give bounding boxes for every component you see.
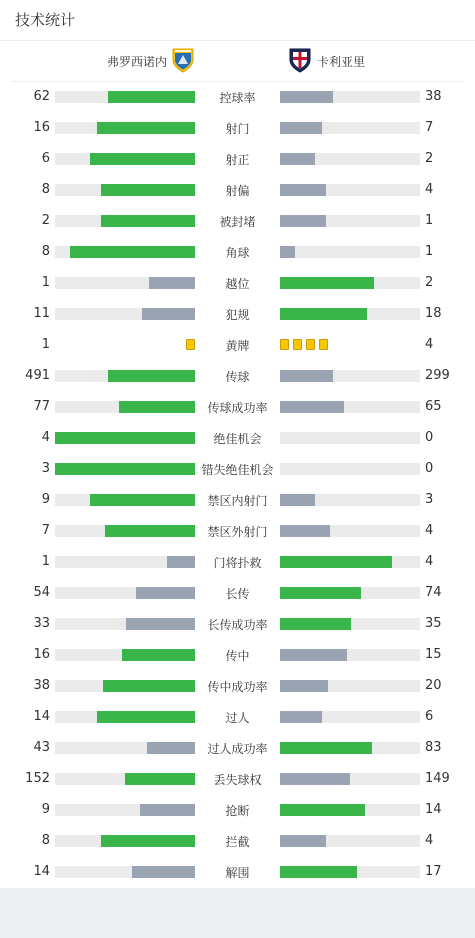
home-stat-bar-track xyxy=(55,463,195,475)
home-stat-value: 16 xyxy=(33,120,50,135)
home-stat-bar-fill xyxy=(101,215,195,227)
away-stat-bar-track xyxy=(280,277,420,289)
away-stat-value: 35 xyxy=(425,616,442,631)
stat-label: 过人 xyxy=(225,711,250,725)
away-stat-value: 0 xyxy=(425,430,434,445)
home-stat-bar-track xyxy=(55,246,195,258)
stat-label: 被封堵 xyxy=(219,215,256,229)
stat-label: 抢断 xyxy=(225,804,250,818)
yellow-card-icon xyxy=(186,339,195,350)
away-stat-bar-track xyxy=(280,153,420,165)
home-stat-bar-track xyxy=(55,277,195,289)
stat-label: 越位 xyxy=(225,277,250,291)
home-stat-bar-track xyxy=(55,215,195,227)
away-stat-bar-fill xyxy=(280,618,351,630)
home-stat-value: 4 xyxy=(41,430,50,445)
home-stat-value: 8 xyxy=(41,833,50,848)
away-stat-bar-track xyxy=(280,463,420,475)
away-stat-bar-track xyxy=(280,122,420,134)
home-team-crest-icon[interactable] xyxy=(171,47,195,73)
away-stat-bar-track xyxy=(280,184,420,196)
away-stat-bar-fill xyxy=(280,184,326,196)
home-stat-bar-fill xyxy=(147,742,195,754)
away-stat-value: 83 xyxy=(425,740,442,755)
away-stat-value: 4 xyxy=(425,182,434,197)
away-stat-value: 2 xyxy=(425,151,434,166)
away-stat-value: 149 xyxy=(425,771,450,786)
away-stat-bar-fill xyxy=(280,277,374,289)
away-stat-bar-track xyxy=(280,370,420,382)
stat-label: 禁区外射门 xyxy=(207,525,268,539)
stat-label: 传球成功率 xyxy=(207,401,268,415)
yellow-card-icon xyxy=(293,339,302,350)
home-stat-value: 14 xyxy=(33,864,50,879)
stat-row xyxy=(0,206,475,237)
home-stat-bar-track xyxy=(55,835,195,847)
yellow-card-icon xyxy=(306,339,315,350)
home-stat-bar-track xyxy=(55,525,195,537)
home-stat-bar-fill xyxy=(136,587,195,599)
stat-label: 射门 xyxy=(225,122,250,136)
away-stat-value: 299 xyxy=(425,368,450,383)
home-stat-value: 9 xyxy=(41,802,50,817)
home-stat-value: 43 xyxy=(33,740,50,755)
home-stat-bar-fill xyxy=(108,370,195,382)
home-stat-bar-fill xyxy=(97,122,195,134)
away-stat-bar-fill xyxy=(280,401,344,413)
home-stat-bar-fill xyxy=(140,804,195,816)
home-stat-value: 2 xyxy=(41,213,50,228)
away-stat-bar-fill xyxy=(280,773,350,785)
away-stat-bar-track xyxy=(280,835,420,847)
stat-label: 错失绝佳机会 xyxy=(201,463,274,477)
away-stat-value: 1 xyxy=(425,244,434,259)
away-stat-bar-fill xyxy=(280,711,322,723)
home-stat-bar-fill xyxy=(101,184,195,196)
home-stat-bar-track xyxy=(55,773,195,785)
away-stat-value: 1 xyxy=(425,213,434,228)
page-title: 技术统计 xyxy=(15,11,76,29)
away-stat-bar-track xyxy=(280,556,420,568)
away-stat-bar-fill xyxy=(280,649,347,661)
home-stat-value: 38 xyxy=(33,678,50,693)
home-stat-bar-track xyxy=(55,742,195,754)
away-stat-value: 4 xyxy=(425,523,434,538)
away-stat-bar-track xyxy=(280,618,420,630)
stat-row xyxy=(0,82,475,113)
home-stat-bar-track xyxy=(55,308,195,320)
away-stat-bar-fill xyxy=(280,804,365,816)
away-stat-bar-fill xyxy=(280,835,326,847)
stat-row xyxy=(0,454,475,485)
stat-row xyxy=(0,144,475,175)
home-stat-value: 7 xyxy=(41,523,50,538)
home-yellow-cards xyxy=(182,339,195,351)
stat-row xyxy=(0,702,475,733)
away-stat-value: 4 xyxy=(425,833,434,848)
stat-label: 长传 xyxy=(225,587,250,601)
stat-label: 长传成功率 xyxy=(207,618,268,632)
stats-list xyxy=(0,82,475,888)
away-stat-bar-track xyxy=(280,215,420,227)
stat-row xyxy=(0,237,475,268)
away-yellow-cards xyxy=(280,339,332,351)
away-stat-bar-track xyxy=(280,804,420,816)
stat-row xyxy=(0,609,475,640)
teams-header xyxy=(0,41,475,81)
away-stat-value: 18 xyxy=(425,306,442,321)
away-stat-bar-track xyxy=(280,432,420,444)
stat-row xyxy=(0,423,475,454)
away-stat-value: 17 xyxy=(425,864,442,879)
away-stat-value: 20 xyxy=(425,678,442,693)
home-stat-value: 16 xyxy=(33,647,50,662)
away-stat-value: 74 xyxy=(425,585,442,600)
away-stat-bar-track xyxy=(280,742,420,754)
away-stat-value: 0 xyxy=(425,461,434,476)
home-stat-bar-track xyxy=(55,122,195,134)
home-stat-bar-fill xyxy=(97,711,195,723)
away-stat-bar-fill xyxy=(280,556,392,568)
stat-label: 绝佳机会 xyxy=(213,432,262,446)
home-stat-value: 62 xyxy=(33,89,50,104)
away-stat-value: 38 xyxy=(425,89,442,104)
away-stat-value: 4 xyxy=(425,337,434,352)
home-stat-value: 33 xyxy=(33,616,50,631)
home-stat-bar-fill xyxy=(122,649,195,661)
away-stat-bar-fill xyxy=(280,587,361,599)
stat-label: 门将扑救 xyxy=(213,556,262,570)
stat-row xyxy=(0,175,475,206)
home-stat-bar-track xyxy=(55,494,195,506)
away-stat-bar-track xyxy=(280,587,420,599)
stat-label: 传球 xyxy=(225,370,250,384)
away-stat-bar-fill xyxy=(280,370,333,382)
away-stat-bar-fill xyxy=(280,525,330,537)
away-stat-bar-fill xyxy=(280,215,326,227)
stat-label: 黄牌 xyxy=(225,339,250,353)
stat-label: 解围 xyxy=(225,866,250,880)
home-stat-bar-fill xyxy=(108,91,195,103)
away-stat-bar-track xyxy=(280,649,420,661)
away-stat-value: 14 xyxy=(425,802,442,817)
stat-row xyxy=(0,113,475,144)
home-stat-bar-track xyxy=(55,91,195,103)
home-stat-value: 11 xyxy=(33,306,50,321)
home-stat-value: 152 xyxy=(25,771,50,786)
home-stat-bar-track xyxy=(55,587,195,599)
away-stat-bar-track xyxy=(280,525,420,537)
home-stat-bar-fill xyxy=(132,866,195,878)
away-stat-value: 3 xyxy=(425,492,434,507)
stat-row xyxy=(0,857,475,888)
stat-row xyxy=(0,268,475,299)
away-stat-value: 7 xyxy=(425,120,434,135)
home-stat-bar-fill xyxy=(103,680,195,692)
home-stat-bar-track xyxy=(55,711,195,723)
stat-label: 控球率 xyxy=(219,91,256,105)
away-stat-value: 65 xyxy=(425,399,442,414)
home-stat-bar-fill xyxy=(142,308,195,320)
stat-label: 丢失球权 xyxy=(213,773,262,787)
away-stat-bar-track xyxy=(280,401,420,413)
away-stat-bar-track xyxy=(280,246,420,258)
home-stat-bar-fill xyxy=(149,277,195,289)
stat-label: 拦截 xyxy=(225,835,250,849)
home-stat-value: 3 xyxy=(41,461,50,476)
stat-label: 禁区内射门 xyxy=(207,494,268,508)
home-stat-bar-fill xyxy=(125,773,195,785)
home-team-name[interactable]: 弗罗西诺内 xyxy=(106,55,167,69)
stat-row xyxy=(0,640,475,671)
home-stat-bar-fill xyxy=(105,525,195,537)
away-stat-bar-track xyxy=(280,494,420,506)
home-stat-bar-fill xyxy=(101,835,195,847)
home-stat-bar-fill xyxy=(126,618,195,630)
yellow-card-icon xyxy=(319,339,328,350)
home-stat-value: 491 xyxy=(25,368,50,383)
stat-row xyxy=(0,392,475,423)
away-team-crest-icon[interactable] xyxy=(288,47,312,73)
away-stat-bar-track xyxy=(280,866,420,878)
home-stat-bar-fill xyxy=(70,246,195,258)
stat-label: 射正 xyxy=(225,153,250,167)
home-stat-bar-fill xyxy=(55,432,195,444)
away-stat-value: 6 xyxy=(425,709,434,724)
home-stat-value: 1 xyxy=(41,337,50,352)
home-stat-value: 54 xyxy=(33,585,50,600)
home-stat-bar-track xyxy=(55,618,195,630)
home-stat-bar-fill xyxy=(167,556,195,568)
away-stat-bar-fill xyxy=(280,91,333,103)
stat-row xyxy=(0,733,475,764)
away-stat-bar-fill xyxy=(280,742,372,754)
stat-row xyxy=(0,671,475,702)
home-stat-value: 1 xyxy=(41,275,50,290)
home-stat-bar-track xyxy=(55,153,195,165)
away-stat-bar-fill xyxy=(280,153,315,165)
away-stat-bar-fill xyxy=(280,308,367,320)
home-stat-value: 14 xyxy=(33,709,50,724)
away-stat-bar-fill xyxy=(280,122,322,134)
home-stat-bar-track xyxy=(55,432,195,444)
away-stat-value: 2 xyxy=(425,275,434,290)
away-stat-bar-track xyxy=(280,711,420,723)
away-stat-value: 15 xyxy=(425,647,442,662)
home-stat-bar-track xyxy=(55,401,195,413)
home-stat-value: 1 xyxy=(41,554,50,569)
away-stat-bar-fill xyxy=(280,494,315,506)
home-stat-value: 9 xyxy=(41,492,50,507)
stat-label: 射偏 xyxy=(225,184,250,198)
stat-row xyxy=(0,795,475,826)
home-stat-bar-track xyxy=(55,804,195,816)
stat-label: 犯规 xyxy=(225,308,250,322)
home-stat-bar-fill xyxy=(90,494,195,506)
home-stat-value: 77 xyxy=(33,399,50,414)
home-stat-bar-track xyxy=(55,556,195,568)
stat-row xyxy=(0,299,475,330)
stat-row xyxy=(0,361,475,392)
away-stat-value: 4 xyxy=(425,554,434,569)
yellow-card-icon xyxy=(280,339,289,350)
stat-label: 传中成功率 xyxy=(207,680,268,694)
home-stat-bar-fill xyxy=(119,401,195,413)
away-stat-bar-track xyxy=(280,91,420,103)
away-stat-bar-track xyxy=(280,773,420,785)
away-stat-bar-fill xyxy=(280,680,328,692)
home-stat-bar-track xyxy=(55,680,195,692)
home-stat-value: 8 xyxy=(41,244,50,259)
home-stat-bar-track xyxy=(55,184,195,196)
home-stat-value: 8 xyxy=(41,182,50,197)
stat-label: 传中 xyxy=(225,649,250,663)
away-stat-bar-fill xyxy=(280,866,357,878)
home-stat-bar-track xyxy=(55,370,195,382)
away-team-name[interactable]: 卡利亚里 xyxy=(317,55,366,69)
away-stat-bar-track xyxy=(280,308,420,320)
stat-row xyxy=(0,516,475,547)
stat-row xyxy=(0,764,475,795)
stat-label: 角球 xyxy=(225,246,250,260)
home-stat-value: 6 xyxy=(41,151,50,166)
home-stat-bar-fill xyxy=(90,153,195,165)
home-stat-bar-fill xyxy=(55,463,195,475)
stat-row xyxy=(0,485,475,516)
home-stat-bar-track xyxy=(55,649,195,661)
stat-row xyxy=(0,578,475,609)
stat-label: 过人成功率 xyxy=(207,742,268,756)
away-stat-bar-track xyxy=(280,680,420,692)
stat-row xyxy=(0,547,475,578)
stat-row xyxy=(0,826,475,857)
away-stat-bar-fill xyxy=(280,246,295,258)
home-stat-bar-track xyxy=(55,866,195,878)
stat-row xyxy=(0,330,475,361)
